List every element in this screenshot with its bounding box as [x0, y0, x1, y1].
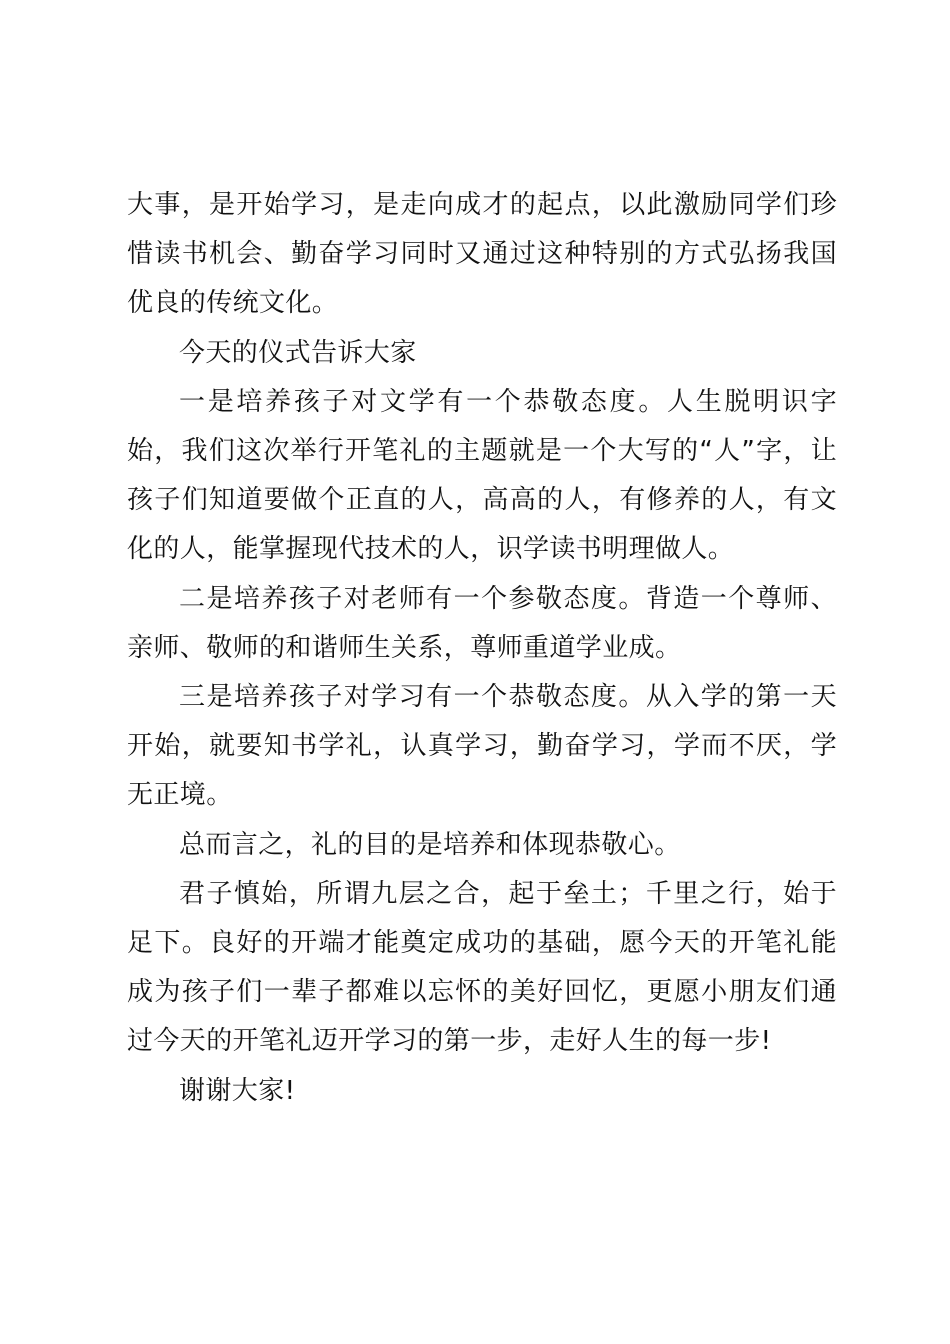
paragraph-thanks: 谢谢大家! [179, 1075, 296, 1106]
paragraph-point-one: 一是培养孩子对文学有一个恭敬态度。人生脱明识字始，我们这次举行开笔礼的主题就是一个大写的“人”字，让孩子们知道要做个正直的人，高高的人，有修养的人，有文化的人，能掌握现代技术的人，识学读书明理做人。 [127, 386, 837, 565]
document-body [127, 181, 837, 1116]
paragraph-point-two: 二是培养孩子对老师有一个参敬态度。背造一个尊师、亲师、敬师的和谐师生关系，尊师重道学业成。 [127, 583, 837, 663]
paragraph-continuation: 大事，是开始学习，是走向成才的起点，以此激励同学们珍惜读书机会、勤奋学习同时又通过这种特别的方式弘扬我国优良的传统文化。 [127, 190, 837, 319]
paragraph-closing: 君子慎始，所谓九层之合，起于垒土；千里之行，始于足下。良好的开端才能奠定成功的基础，愿今天的开笔礼能成为孩子们一辈子都难以忘怀的美好回忆，更愿小朋友们通过今天的开笔礼迈开学习的第一步，走好人生的每一步! [127, 878, 837, 1057]
paragraph-point-three: 三是培养孩子对学习有一个恭敬态度。从入学的第一天开始，就要知书学礼，认真学习，勤奋学习，学而不厌，学无正境。 [127, 682, 837, 811]
paragraph-intro: 今天的仪式告诉大家 [179, 337, 417, 368]
paragraph-summary: 总而言之，礼的目的是培养和体现恭敬心。 [179, 829, 681, 860]
